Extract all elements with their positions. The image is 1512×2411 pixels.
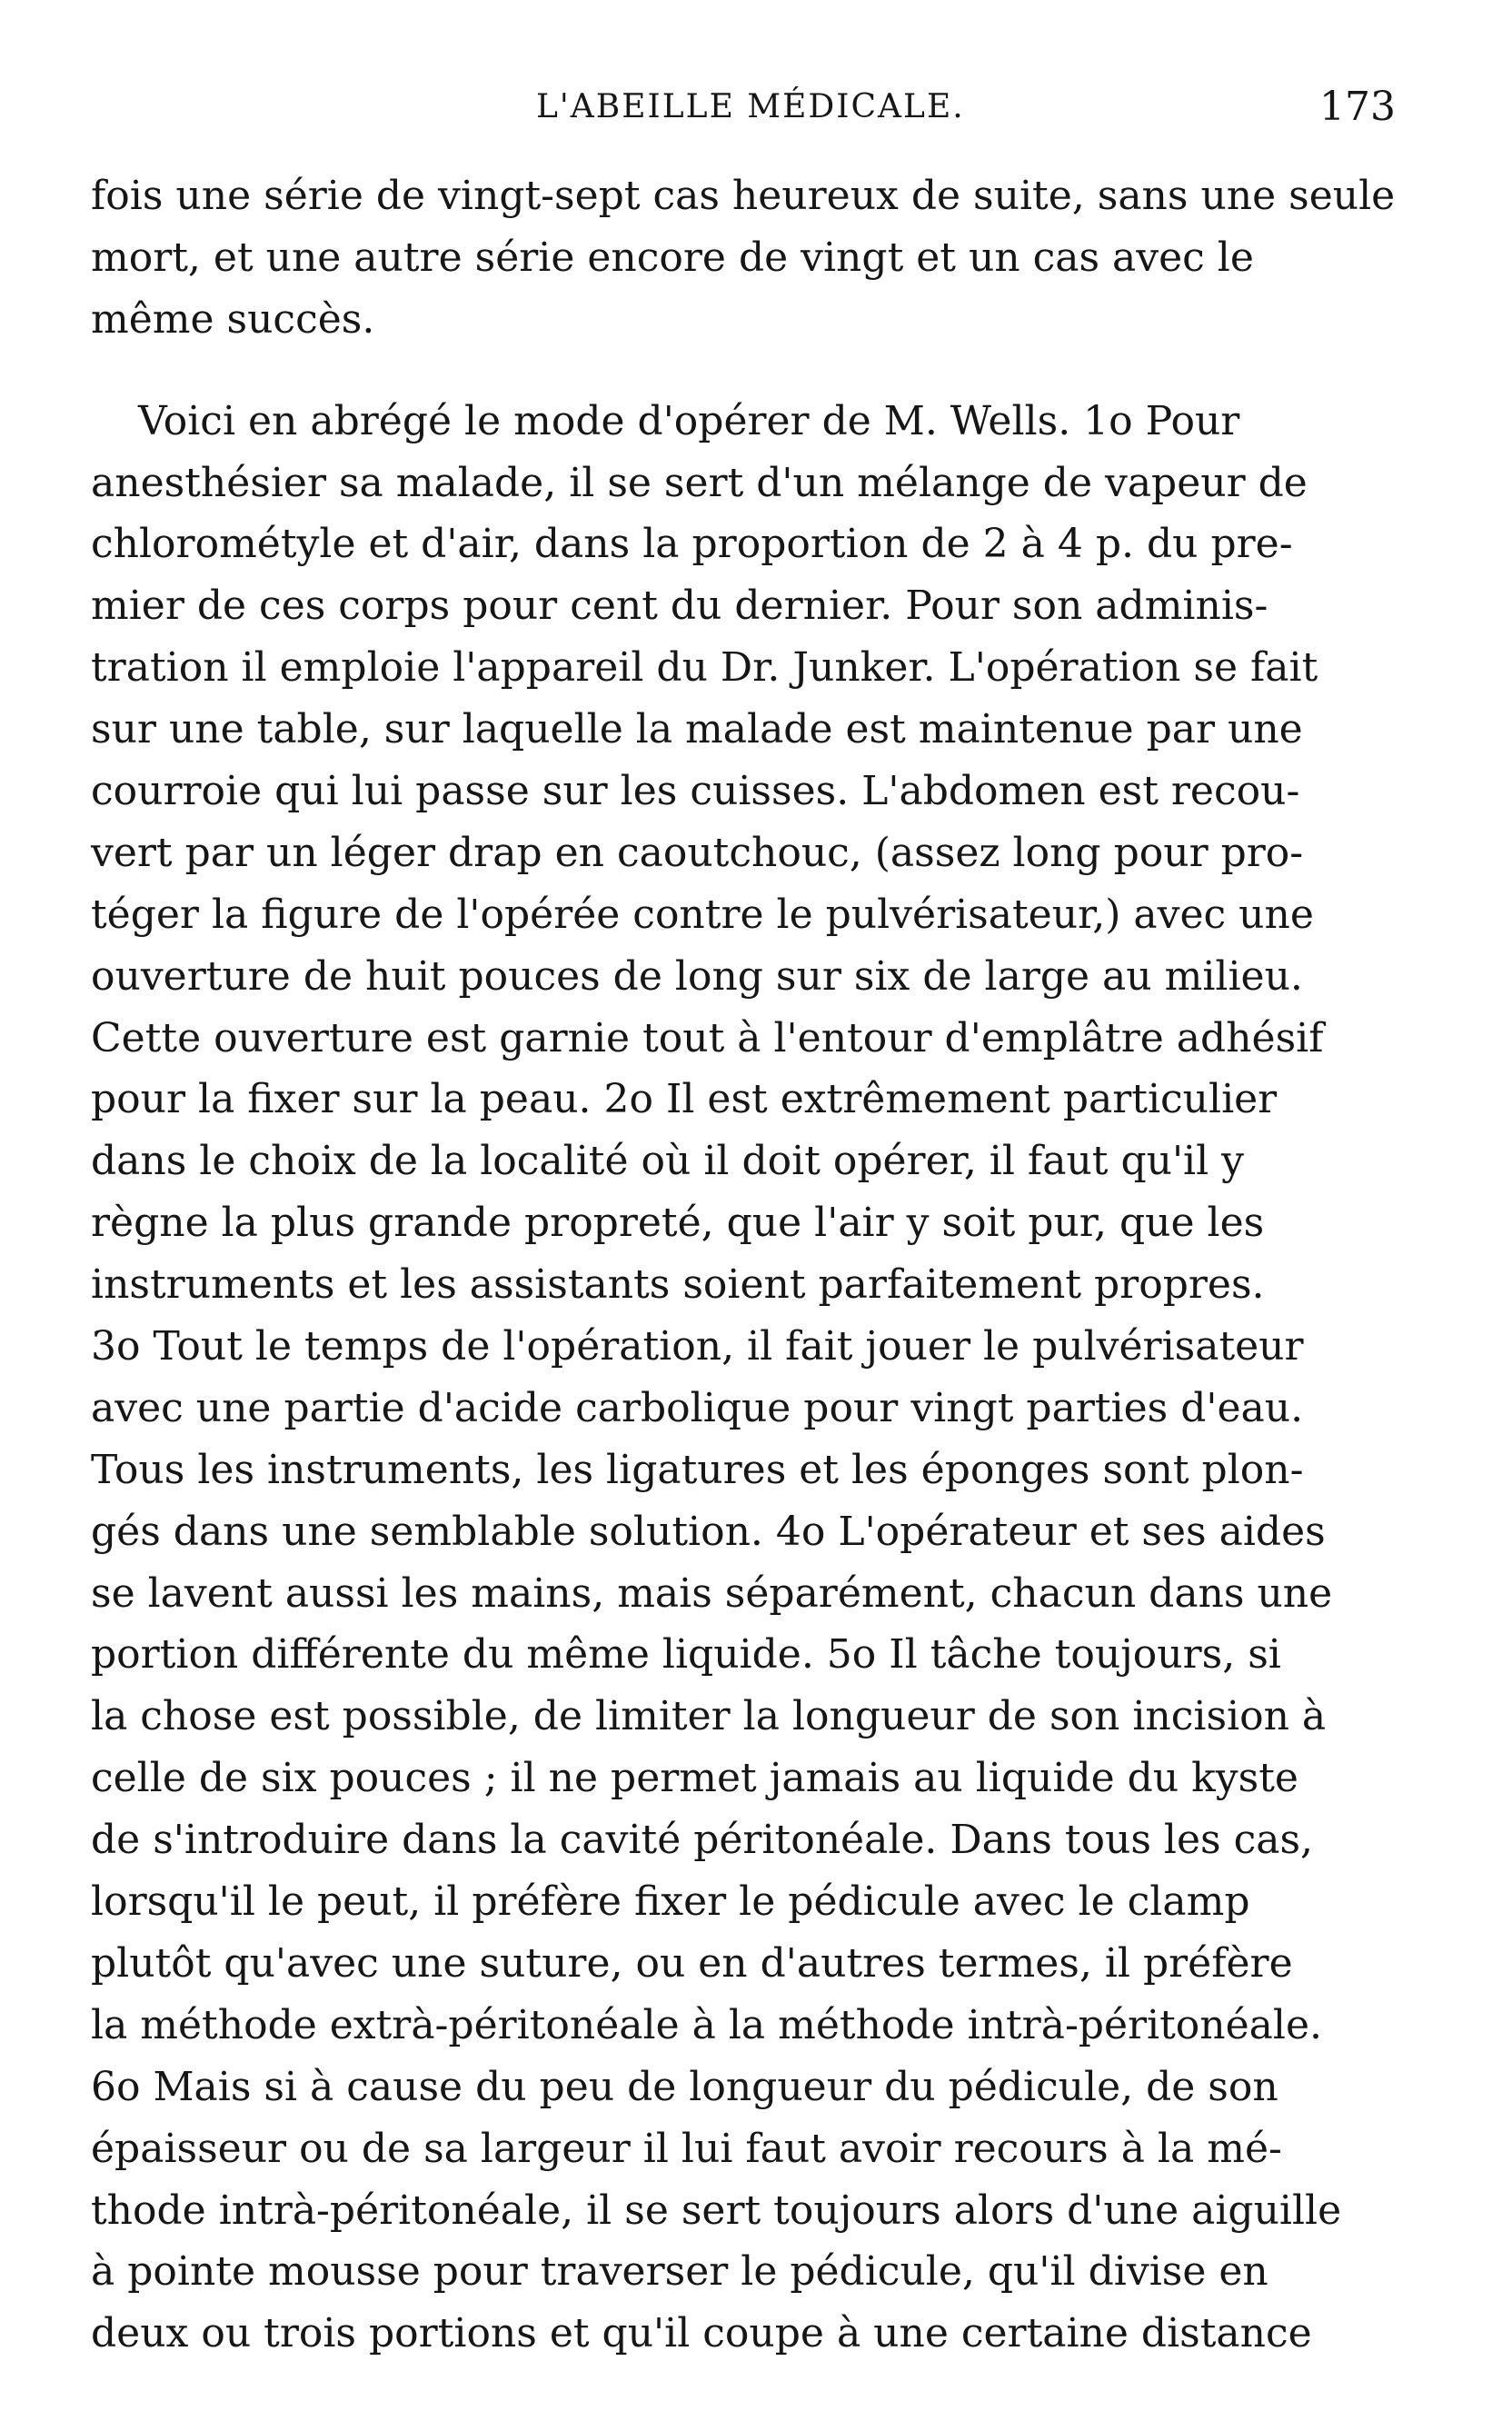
text-line: mort, et une autre série encore de vingt et un cas avec le bbox=[91, 234, 1254, 281]
running-head bbox=[0, 80, 1512, 134]
text-line: épaisseur ou de sa largeur il lui faut avoir recours à la mé- bbox=[91, 2125, 1282, 2172]
paragraph-gap bbox=[91, 351, 1418, 391]
paragraph-wells-method bbox=[91, 391, 1418, 2366]
text-line: deux ou trois portions et qu'il coupe à une certaine distance bbox=[91, 2310, 1312, 2357]
text-line: même succès. bbox=[91, 295, 375, 343]
text-line: anesthésier sa malade, il se sert d'un mélange de vapeur de bbox=[91, 459, 1308, 506]
text-line: se lavent aussi les mains, mais séparément, chacun dans une bbox=[91, 1569, 1333, 1617]
text-line: Cette ouverture est garnie tout à l'entour d'emplâtre adhésif bbox=[91, 1014, 1324, 1061]
text-line: dans le choix de la localité où il doit opérer, il faut qu'il y bbox=[91, 1138, 1245, 1185]
text-line: pour la fixer sur la peau. 2o Il est extrêmement particulier bbox=[91, 1076, 1278, 1123]
text-line: plutôt qu'avec une suture, ou en d'autres termes, il préfère bbox=[91, 1939, 1293, 1987]
journal-title: L'ABEILLE MÉDICALE. bbox=[536, 88, 965, 125]
paragraph-continued bbox=[91, 165, 1418, 351]
text-line: thode intrà-péritonéale, il se sert toujours alors d'une aiguille bbox=[91, 2187, 1342, 2234]
text-line: sur une table, sur laquelle la malade est maintenue par une bbox=[91, 706, 1303, 753]
text-line: à pointe mousse pour traverser le pédicule, qu'il divise en bbox=[91, 2248, 1268, 2296]
text-line: chlorométyle et d'air, dans la proportion de 2 à 4 p. du pre- bbox=[91, 521, 1293, 568]
text-line: fois une série de vingt-sept cas heureux de suite, sans une seule bbox=[91, 173, 1396, 219]
text-line: portion différente du même liquide. 5o Il tâche toujours, si bbox=[91, 1631, 1281, 1679]
text-line: lorsqu'il le peut, il préfère fixer le pédicule avec le clamp bbox=[91, 1878, 1250, 1926]
text-line: mier de ces corps pour cent du dernier. Pour son adminis- bbox=[91, 583, 1268, 630]
text-line: Tous les instruments, les ligatures et les éponges sont plon- bbox=[91, 1446, 1304, 1493]
text-line: règne la plus grande propreté, que l'air y soit pur, que les bbox=[91, 1200, 1265, 1247]
text-line: courroie qui lui passe sur les cuisses. L'abdomen est recou- bbox=[91, 768, 1300, 815]
text-line: de s'introduire dans la cavité péritonéale. Dans tous les cas, bbox=[91, 1817, 1314, 1864]
text-line: 3o Tout le temps de l'opération, il fait jouer le pulvérisateur bbox=[91, 1323, 1304, 1370]
text-line: celle de six pouces ; il ne permet jamais au liquide du kyste bbox=[91, 1755, 1298, 1802]
body-text bbox=[91, 165, 1418, 2365]
text-line: vert par un léger drap en caoutchouc, (assez long pour pro- bbox=[91, 829, 1304, 876]
text-line: la méthode extrà-péritonéale à la méthode intrà-péritonéale. bbox=[91, 2001, 1322, 2048]
text-line: téger la figure de l'opérée contre le pulvérisateur,) avec une bbox=[91, 891, 1314, 938]
text-line: tration il emploie l'appareil du Dr. Junker. L'opération se fait bbox=[91, 644, 1318, 692]
text-line: Voici en abrégé le mode d'opérer de M. Wells. 1o Pour bbox=[138, 397, 1240, 444]
page-number: 173 bbox=[1319, 84, 1396, 130]
text-line: instruments et les assistants soient parfaitement propres. bbox=[91, 1261, 1265, 1309]
text-line: ouverture de huit pouces de long sur six de large au milieu. bbox=[91, 952, 1303, 1000]
text-line: avec une partie d'acide carbolique pour vingt parties d'eau. bbox=[91, 1384, 1304, 1431]
text-line: gés dans une semblable solution. 4o L'opérateur et ses aides bbox=[91, 1508, 1326, 1555]
text-line: 6o Mais si à cause du peu de longueur du pédicule, de son bbox=[91, 2063, 1278, 2110]
text-line: la chose est possible, de limiter la longueur de son incision à bbox=[91, 1693, 1327, 1740]
